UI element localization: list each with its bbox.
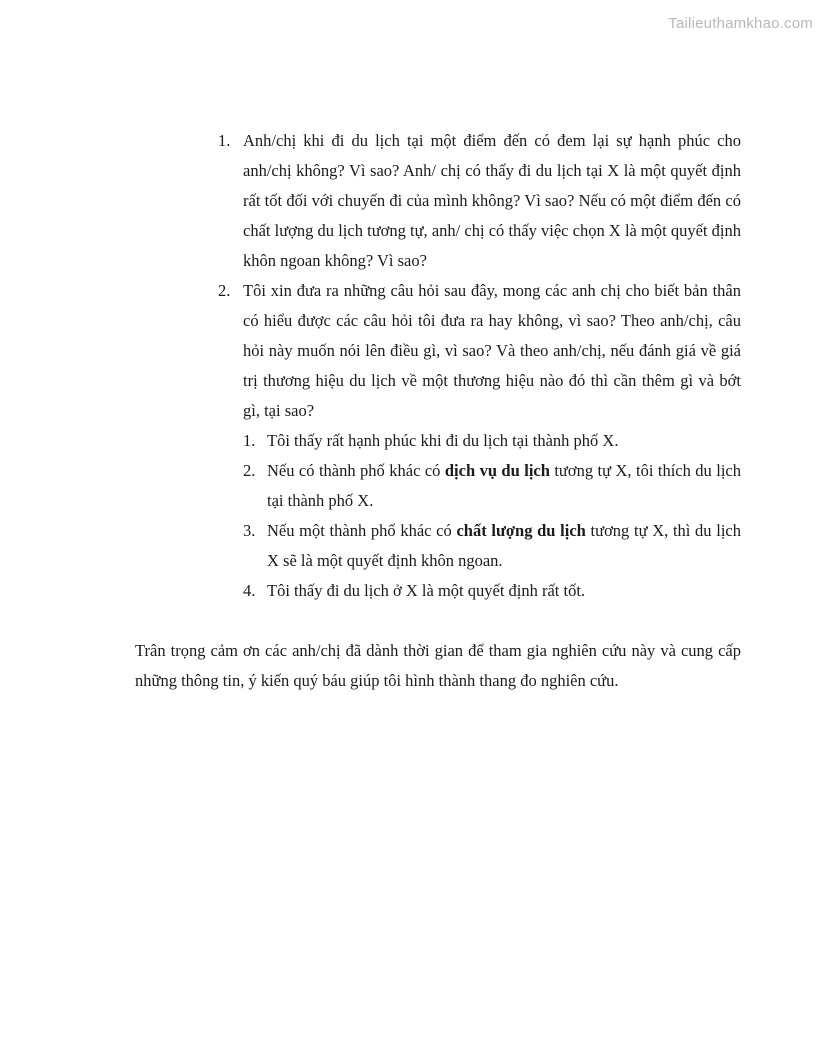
sub-item-text: Nếu có thành phố khác có — [267, 461, 445, 480]
sub-item-text: Nếu một thành phố khác có — [267, 521, 457, 540]
sub-numbered-list — [243, 426, 741, 606]
item-number: 1. — [218, 131, 231, 150]
main-numbered-list — [218, 126, 741, 426]
sub-item-number: 4. — [243, 581, 256, 600]
sub-item-bold-text: chất lượng du lịch — [456, 521, 586, 540]
item-text: Anh/chị khi đi du lịch tại một điểm đến có đem lại sự hạnh phúc cho anh/chị không? Vì sao? Anh/ chị có thấy đi du lịch tại X là một quyết định rất tốt đối với chuyến đi của mình không? Vì sao? Nếu có một điểm đến có chất lượng du lịch tương tự, anh/ chị có thấy việc chọn X là một quyết định khôn ngoan không? Vì sao? — [243, 131, 741, 270]
sub-item-number: 2. — [243, 461, 256, 480]
sub-item-1 — [243, 426, 741, 456]
item-number: 2. — [218, 281, 231, 300]
sub-item-text: Tôi thấy rất hạnh phúc khi đi du lịch tại thành phố X. — [267, 431, 619, 450]
sub-item-text-after: tương tự X, tôi thích du lịch tại thành phố X. — [267, 461, 741, 510]
item-text: Tôi xin đưa ra những câu hỏi sau đây, mong các anh chị cho biết bản thân có hiểu được các câu hỏi tôi đưa ra hay không, vì sao? Theo anh/chị, câu hỏi này muốn nói lên điều gì, vì sao? Và theo anh/chị, nếu đánh giá về giá trị thương hiệu du lịch về một thương hiệu nào đó thì cần thêm gì và bớt gì, tại sao? — [243, 281, 741, 420]
numbered-item-2 — [218, 276, 741, 426]
document-body — [135, 126, 741, 713]
sub-item-bold-text: dịch vụ du lịch — [444, 461, 550, 480]
site-watermark: Tailieuthamkhao.com — [668, 15, 813, 32]
sub-item-text: Tôi thấy đi du lịch ở X là một quyết định rất tốt. — [267, 581, 586, 600]
sub-item-number: 1. — [243, 431, 256, 450]
sub-item-2 — [243, 456, 741, 516]
sub-item-4 — [243, 576, 741, 606]
closing-paragraph: Trân trọng cảm ơn các anh/chị đã dành thời gian để tham gia nghiên cứu này và cung cấp những thông tin, ý kiến quý báu giúp tôi hình thành thang đo nghiên cứu. — [135, 641, 741, 690]
numbered-item-1 — [218, 126, 741, 276]
sub-item-text-after: tương tự X, thì du lịch X sẽ là một quyết định khôn ngoan. — [267, 521, 741, 570]
sub-item-3 — [243, 516, 741, 576]
sub-item-number: 3. — [243, 521, 256, 540]
